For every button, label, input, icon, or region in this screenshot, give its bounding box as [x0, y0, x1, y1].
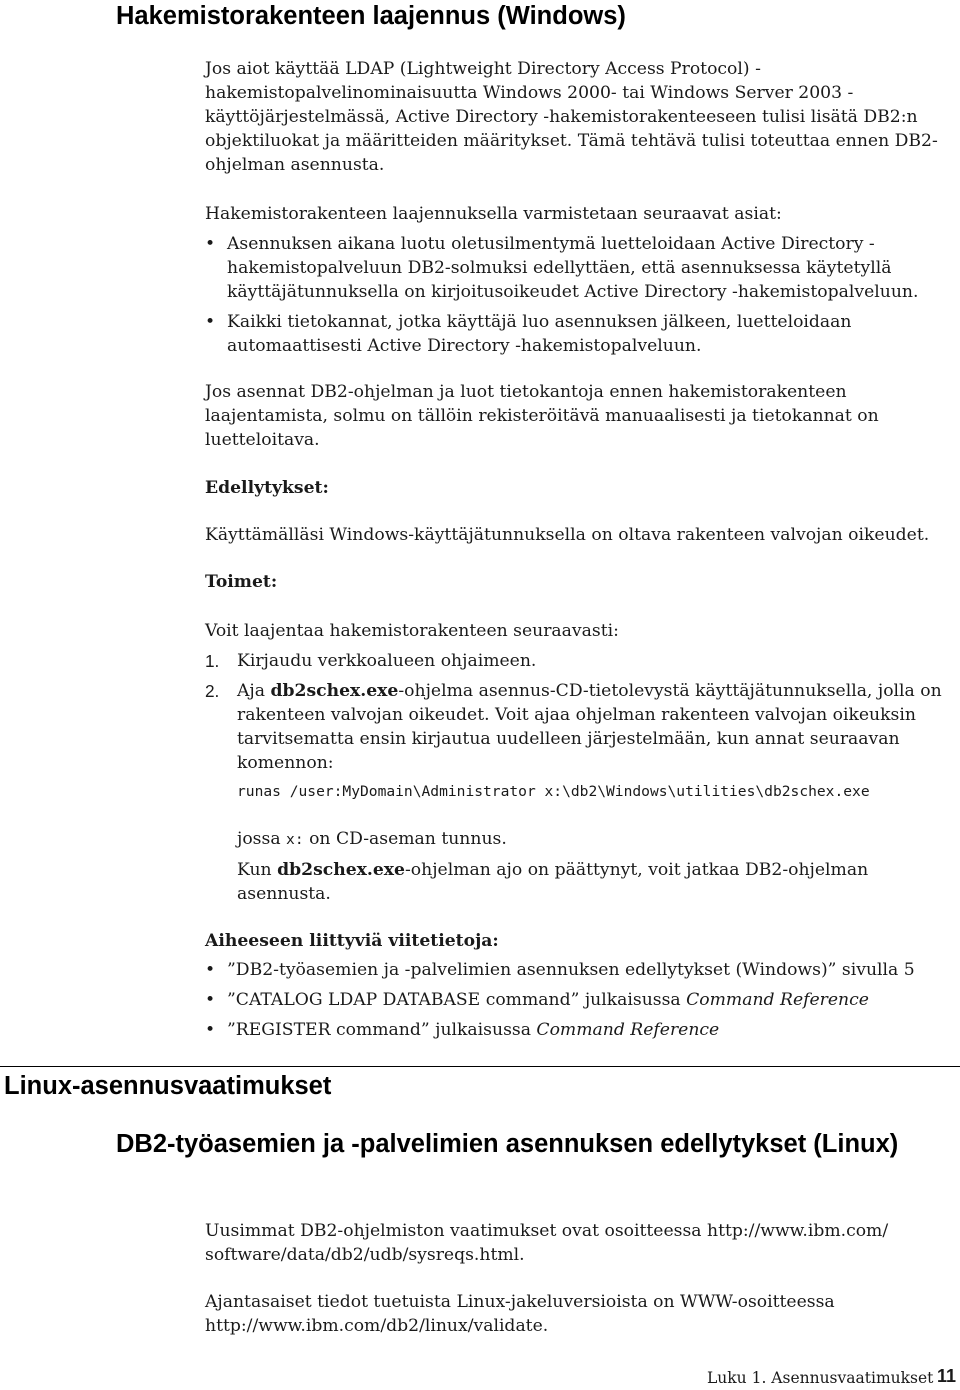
book-title: Command Reference	[536, 1020, 720, 1040]
command-name: db2schex.exe	[277, 860, 405, 880]
extension-bullets	[205, 232, 957, 358]
section-title-linux: Linux-asennusvaatimukset	[4, 1072, 332, 1100]
page-number: 11	[937, 1366, 957, 1386]
related-link[interactable]	[205, 958, 957, 982]
step-number: 2.	[205, 681, 220, 701]
after-line	[237, 858, 957, 906]
after-post: -ohjelman ajo on päättynyt, voit jatkaa DB2-ohjelman asennusta.	[237, 860, 869, 904]
prereq-heading: Edellytykset:	[205, 478, 329, 498]
command-name: db2schex.exe	[270, 681, 399, 701]
requirements-url-text: Uusimmat DB2-ohjelmiston vaatimukset ovat osoitteessa http://www.ibm.com/ software/data/db2/udb/sysreqs.html.	[205, 1221, 889, 1265]
step-2	[205, 679, 957, 775]
related-link-text[interactable]: ”CATALOG LDAP DATABASE command” julkaisussa	[227, 990, 687, 1010]
intro-text: Jos aiot käyttää LDAP (Lightweight Directory Access Protocol) -hakemistopalvelinominaisuutta Windows 2000- tai Windows Server 2003 -käyttöjärjestelmässä, Active Directory -hakemistorakenteeseen tulisi lisätä DB2:n objektiluokat ja määritteiden määritykset. Tämä tehtävä tulisi toteuttaa ennen DB2-ohjelman asennusta.	[205, 59, 938, 175]
requirements-paragraph	[205, 1219, 957, 1267]
distribution-url-text: Ajantasaiset tiedot tuetuista Linux-jakeluversioista on WWW-osoitteessa http://www.ibm.com/db2/linux/validate.	[205, 1292, 835, 1336]
footer-chapter: Luku 1. Asennusvaatimukset	[707, 1369, 934, 1387]
related-links	[205, 958, 957, 1042]
note-text: Jos asennat DB2-ohjelman ja luot tietokantoja ennen hakemistorakenteen laajentamista, solmu on tällöin rekisteröitävä manuaalisesti ja tietokannat on luetteloitava.	[205, 382, 879, 450]
step-1	[205, 649, 957, 673]
where-post: on CD-aseman tunnus.	[303, 829, 507, 849]
procedure-lead: Voit laajentaa hakemistorakenteen seuraavasti:	[205, 621, 619, 641]
section-divider	[0, 1066, 960, 1067]
drive-variable: x:	[286, 831, 304, 848]
section-title-windows: Hakemistorakenteen laajennus (Windows)	[116, 2, 626, 30]
related-link[interactable]	[205, 1018, 957, 1042]
step-followup	[237, 827, 957, 906]
intro-paragraph	[205, 57, 957, 177]
subsection-title: DB2-työasemien ja -palvelimien asennuksen edellytykset (Linux)	[116, 1130, 899, 1158]
procedure-steps	[205, 649, 957, 775]
after-pre: Kun	[237, 860, 278, 880]
where-line	[237, 827, 957, 852]
step-text: Kirjaudu verkkoalueen ohjaimeen.	[237, 651, 537, 671]
procedure-block	[205, 619, 957, 775]
distribution-paragraph	[205, 1290, 957, 1338]
where-pre: jossa	[237, 829, 287, 849]
prereq-text: Käyttämälläsi Windows-käyttäjätunnuksella on oltava rakenteen valvojan oikeudet.	[205, 525, 930, 545]
step-number: 1.	[205, 651, 220, 671]
book-title: Command Reference	[686, 990, 869, 1010]
related-link-text[interactable]: ”REGISTER command” julkaisussa	[227, 1020, 537, 1040]
extension-lead: Hakemistorakenteen laajennuksella varmistetaan seuraavat asiat:	[205, 204, 782, 224]
step-text-pre: Aja	[237, 681, 271, 701]
note-paragraph	[205, 380, 957, 452]
extension-summary	[205, 202, 957, 358]
related-link-text[interactable]: ”DB2-työasemien ja -palvelimien asennuksen edellytykset (Windows)” sivulla 5	[227, 960, 915, 980]
list-item: • Asennuksen aikana luotu oletusilmentymä luetteloidaan Active Directory -hakemistopalveluun DB2-solmuksi edellyttäen, että asennuksessa käytetyllä käyttäjätunnuksella on kirjoitusoikeudet Active Directory -hakemistopalveluun.	[205, 232, 957, 304]
procedure-heading: Toimet:	[205, 572, 278, 592]
code-example: runas /user:MyDomain\Administrator x:\db2\Windows\utilities\db2schex.exe	[237, 783, 870, 800]
related-heading: Aiheeseen liittyviä viitetietoja:	[205, 931, 499, 951]
list-item: • Kaikki tietokannat, jotka käyttäjä luo asennuksen jälkeen, luetteloidaan automaattisesti Active Directory -hakemistopalveluun.	[205, 310, 957, 358]
step-text-post: -ohjelma asennus-CD-tietolevystä käyttäjätunnuksella, jolla on rakenteen valvojan oikeudet. Voit ajaa ohjelman rakenteen valvojan oikeuksin tarvitsematta ensin kirjautua uudelleen järjestelmään, kun annat seuraavan komennon:	[237, 681, 942, 773]
related-link[interactable]	[205, 988, 957, 1012]
